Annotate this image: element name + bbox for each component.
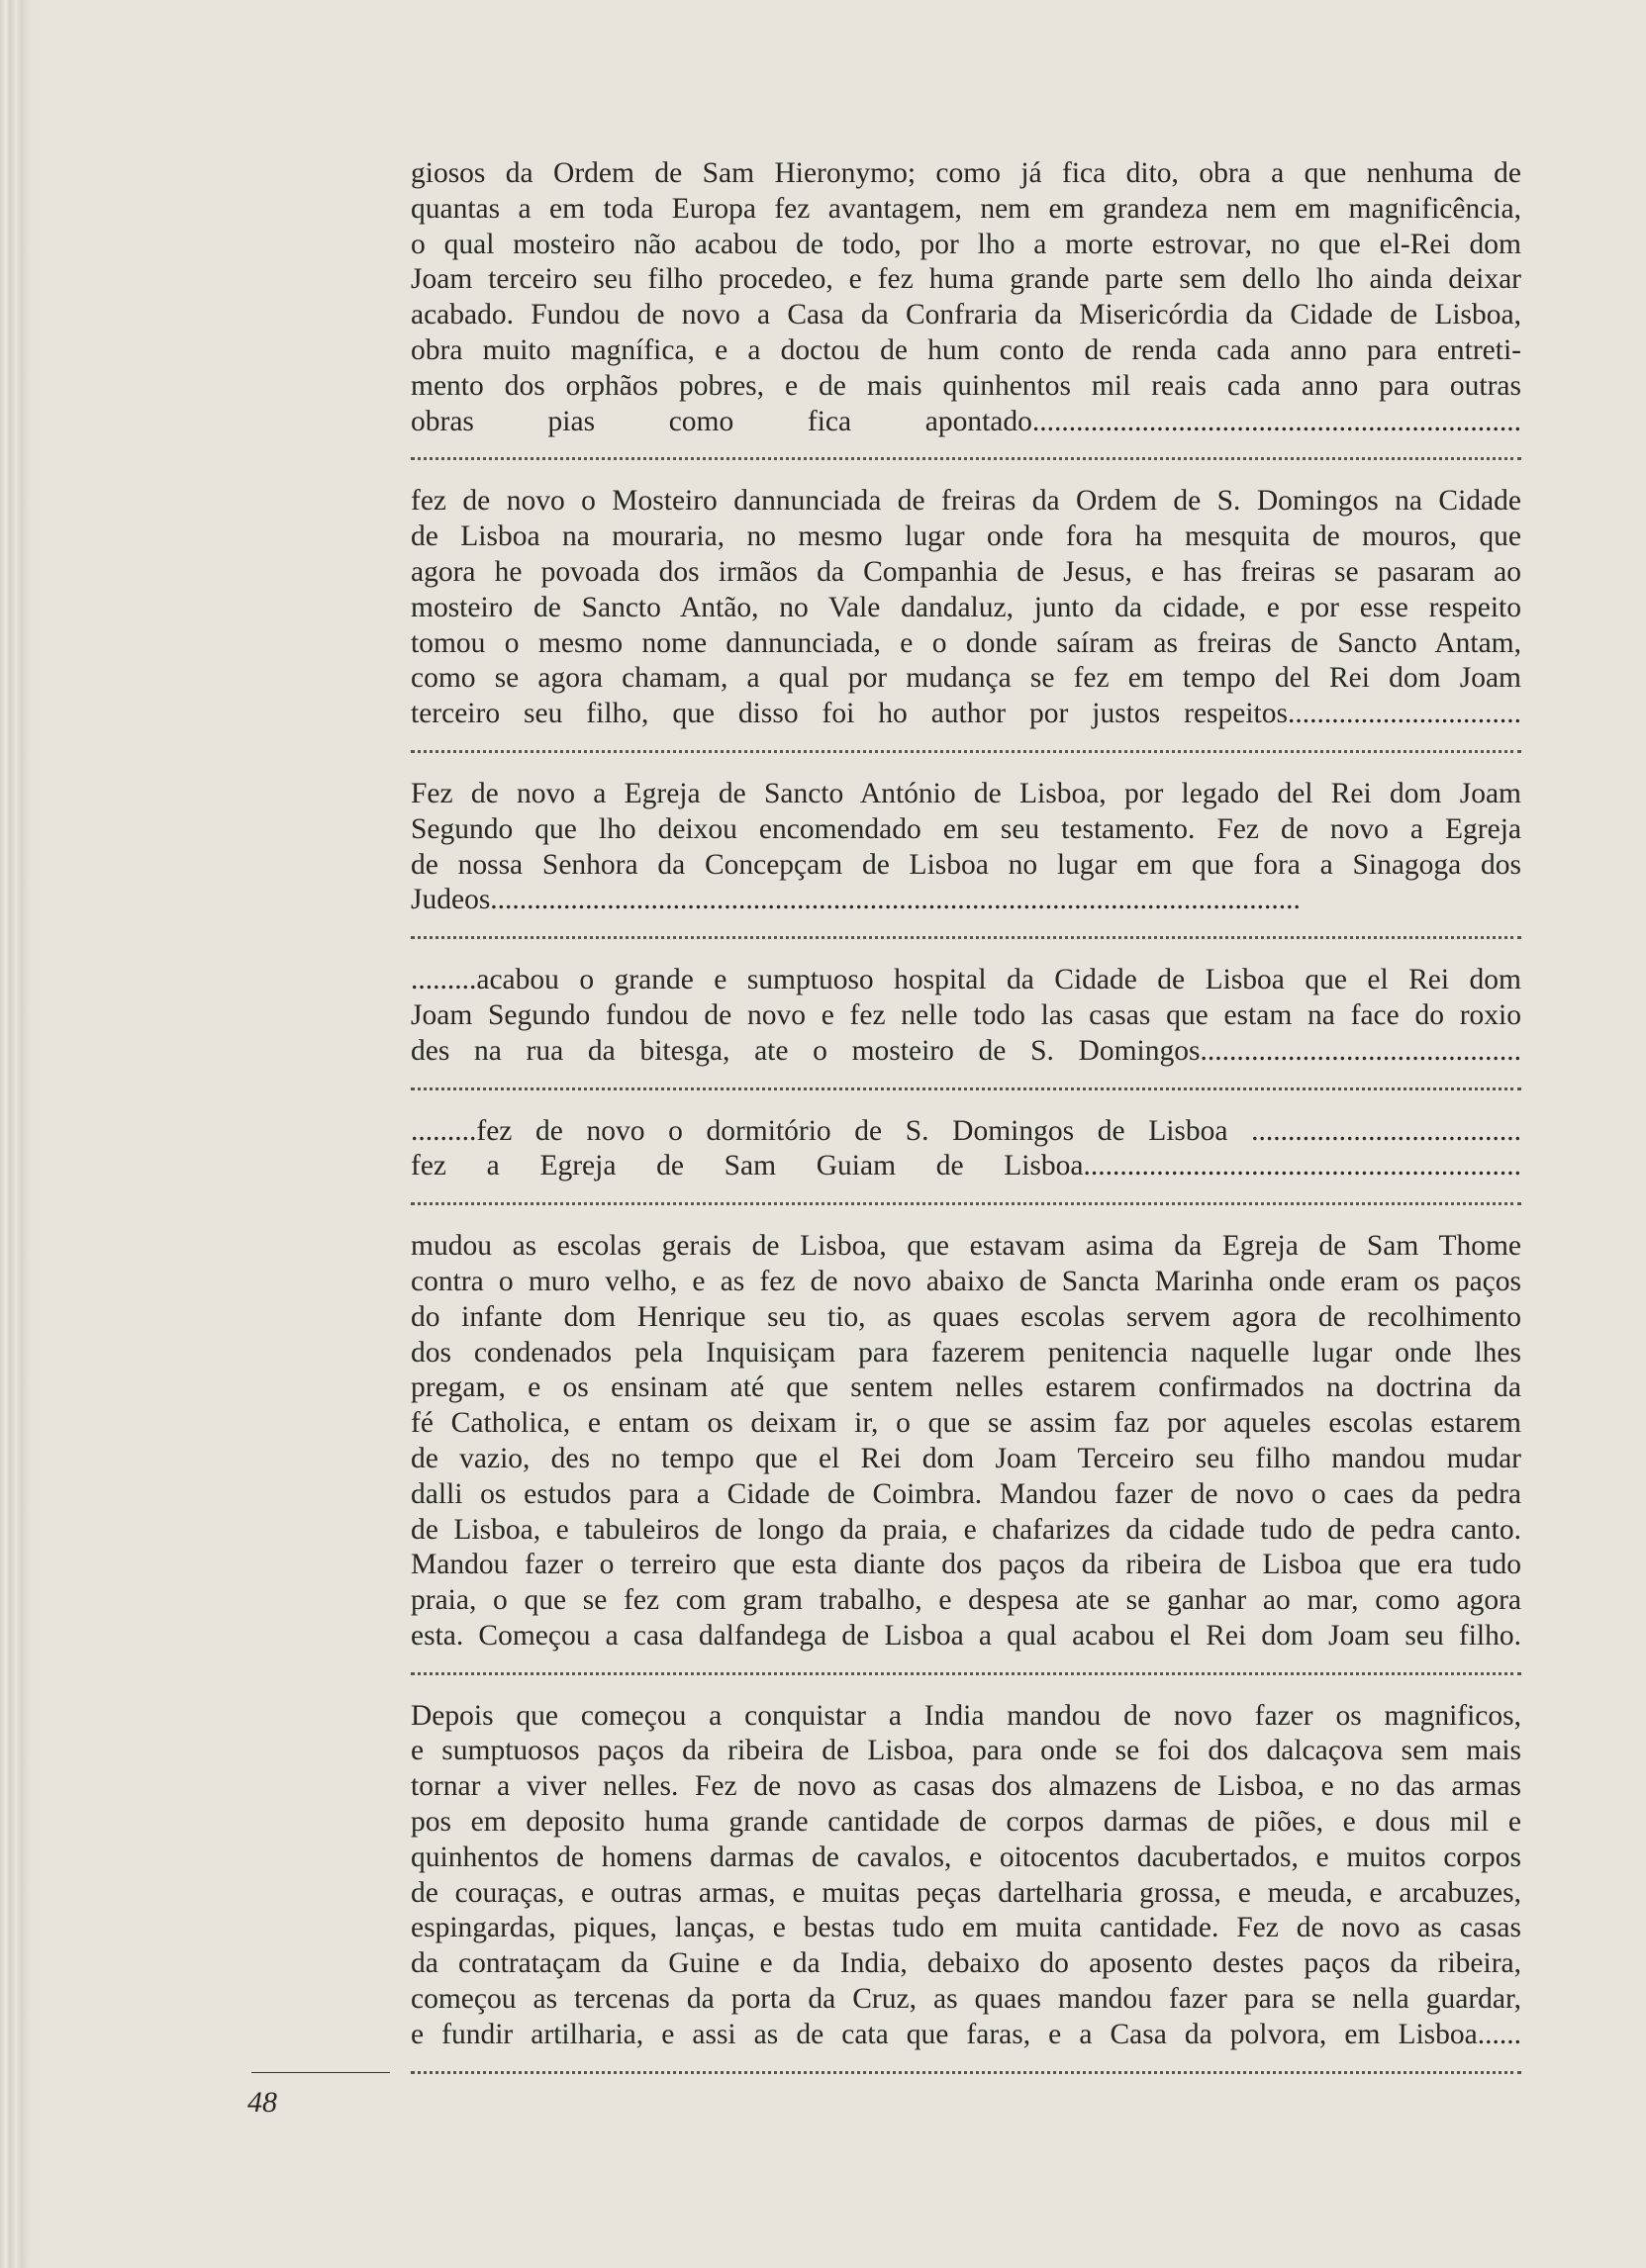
page-number: 48 [247, 2086, 277, 2119]
dotted-separator [411, 936, 1521, 939]
text-line: o qual mosteiro não acabou de todo, por lho a morte estrovar, no que el-Rei dom [411, 228, 1521, 260]
text-line: fez de novo o Mosteiro dannunciada de freiras da Ordem de S. Domingos na Cidade [411, 485, 1521, 518]
text-line: esta. Começou a casa dalfandega de Lisboa a qual acabou el Rei dom Joam seu filho. [411, 1619, 1521, 1652]
text-line: praia, o que se fez com gram trabalho, e despesa ate se ganhar ao mar, como agora [411, 1584, 1521, 1617]
text-line: agora he povoada dos irmãos da Companhia de Jesus, e has freiras se pasaram ao [411, 555, 1521, 588]
text-line: dos condenados pela Inquisiçam para fazerem penitencia naquelle lugar onde lhes [411, 1336, 1521, 1369]
footer-rule [251, 2072, 390, 2073]
text-line: Joam Segundo fundou de novo e fez nelle todo las casas que estam na face do roxio [411, 998, 1521, 1031]
text-line: de couraças, e outras armas, e muitas peças dartelharia grossa, e meuda, e arcabuzes, [411, 1876, 1521, 1909]
text-line: e fundir artilharia, e assi as de cata que faras, e a Casa da polvora, em Lisboa...... [411, 2018, 1521, 2050]
text-line: quantas a em toda Europa fez avantagem, nem em grandeza nem em magnificência, [411, 192, 1521, 225]
paragraph-7 [411, 1699, 1521, 2053]
text-line: Fez de novo a Egreja de Sancto António de Lisboa, por legado del Rei dom Joam [411, 777, 1521, 809]
text-line: des na rua da bitesga, ate o mosteiro de S. Domingos............................................ [411, 1034, 1521, 1067]
paragraph-5 [411, 1114, 1521, 1185]
text-line: e sumptuosos paços da ribeira de Lisboa, para onde se foi dos dalcaçova sem mais [411, 1735, 1521, 1767]
text-line: Segundo que lho deixou encomendado em seu testamento. Fez de novo a Egreja [411, 812, 1521, 845]
text-line: pos em deposito huma grande cantidade de corpos darmas de piões, e dous mil e [411, 1806, 1521, 1839]
paragraph-6 [411, 1229, 1521, 1654]
text-line: do infante dom Henrique seu tio, as quaes escolas servem agora de recolhimento [411, 1300, 1521, 1333]
text-line: Depois que começou a conquistar a India mandou de novo fazer os magnificos, [411, 1699, 1521, 1732]
text-line: fé Catholica, e entam os deixam ir, o que se assim faz por aqueles escolas estarem [411, 1407, 1521, 1440]
text-line: pregam, e os ensinam até que sentem nelles estarem confirmados na doctrina da [411, 1371, 1521, 1404]
text-line: tornar a viver nelles. Fez de novo as casas dos almazens de Lisboa, e no das armas [411, 1770, 1521, 1803]
text-line: de nossa Senhora da Concepçam de Lisboa no lugar em que fora a Sinagoga dos [411, 848, 1521, 881]
dotted-separator [411, 1202, 1521, 1205]
text-line: quinhentos de homens darmas de cavalos, e oitocentos dacubertados, e muitos corpos [411, 1841, 1521, 1873]
paragraph-3 [411, 777, 1521, 918]
text-line: fez a Egreja de Sam Guiam de Lisboa............................................................ [411, 1150, 1521, 1182]
text-line: começou as tercenas da porta da Cruz, as quaes mandou fazer para se nella guardar, [411, 1983, 1521, 2016]
dotted-separator [411, 750, 1521, 753]
paragraph-2 [411, 484, 1521, 732]
text-line: Mandou fazer o terreiro que esta diante dos paços da ribeira de Lisboa que era tudo [411, 1549, 1521, 1581]
dotted-separator [411, 1672, 1521, 1675]
text-line: giosos da Ordem de Sam Hieronymo; como já fica dito, obra a que nenhuma de [411, 157, 1521, 189]
text-line: de vazio, des no tempo que el Rei dom Joam Terceiro seu filho mandou mudar [411, 1442, 1521, 1474]
text-line: Joam terceiro seu filho procedeo, e fez huma grande parte sem dello lho ainda deixar [411, 263, 1521, 296]
text-line: Judeos............................................................................................................... [411, 884, 1301, 916]
text-line: .........fez de novo o dormitório de S. Domingos de Lisboa ..................................... [411, 1114, 1521, 1147]
dotted-separator [411, 1087, 1521, 1090]
text-line: .........acabou o grande e sumptuoso hospital da Cidade de Lisboa que el Rei dom [411, 964, 1521, 996]
paragraph-4 [411, 963, 1521, 1069]
dotted-separator [411, 2071, 1521, 2074]
text-line: de Lisboa, e tabuleiros de longo da praia, e chafarizes da cidade tudo de pedra canto. [411, 1513, 1521, 1546]
text-line: espingardas, piques, lanças, e bestas tudo em muita cantidade. Fez de novo as casas [411, 1912, 1521, 1944]
body-text [411, 156, 1521, 2098]
text-line: tomou o mesmo nome dannunciada, e o donde saíram as freiras de Sancto Antam, [411, 626, 1521, 659]
text-line: contra o muro velho, e as fez de novo abaixo de Sancta Marinha onde eram os paços [411, 1265, 1521, 1297]
text-line: mento dos orphãos pobres, e de mais quinhentos mil reais cada anno para outras [411, 369, 1521, 402]
text-line: dalli os estudos para a Cidade de Coimbra. Mandou fazer de novo o caes da pedra [411, 1477, 1521, 1510]
text-line: de Lisboa na mouraria, no mesmo lugar onde fora ha mesquita de mouros, que [411, 520, 1521, 553]
text-line: como se agora chamam, a qual por mudança se fez em tempo del Rei dom Joam [411, 662, 1521, 695]
text-line: acabado. Fundou de novo a Casa da Confraria da Misericórdia da Cidade de Lisboa, [411, 299, 1521, 331]
dotted-separator [411, 457, 1521, 460]
text-line: mosteiro de Sancto Antão, no Vale dandaluz, junto da cidade, e por esse respeito [411, 591, 1521, 623]
text-line: obra muito magnífica, e a doctou de hum conto de renda cada anno para entreti- [411, 333, 1521, 366]
paragraph-1 [411, 156, 1521, 439]
text-line: mudou as escolas gerais de Lisboa, que estavam asima da Egreja de Sam Thome [411, 1230, 1521, 1263]
page-binding-edge [0, 0, 38, 2268]
text-line: terceiro seu filho, que disso foi ho author por justos respeitos................................ [411, 698, 1521, 730]
text-line: da contrataçam da Guine e da India, debaixo do aposento destes paços da ribeira, [411, 1947, 1521, 1980]
text-line: obras pias como fica apontado................................................................... [411, 405, 1521, 437]
